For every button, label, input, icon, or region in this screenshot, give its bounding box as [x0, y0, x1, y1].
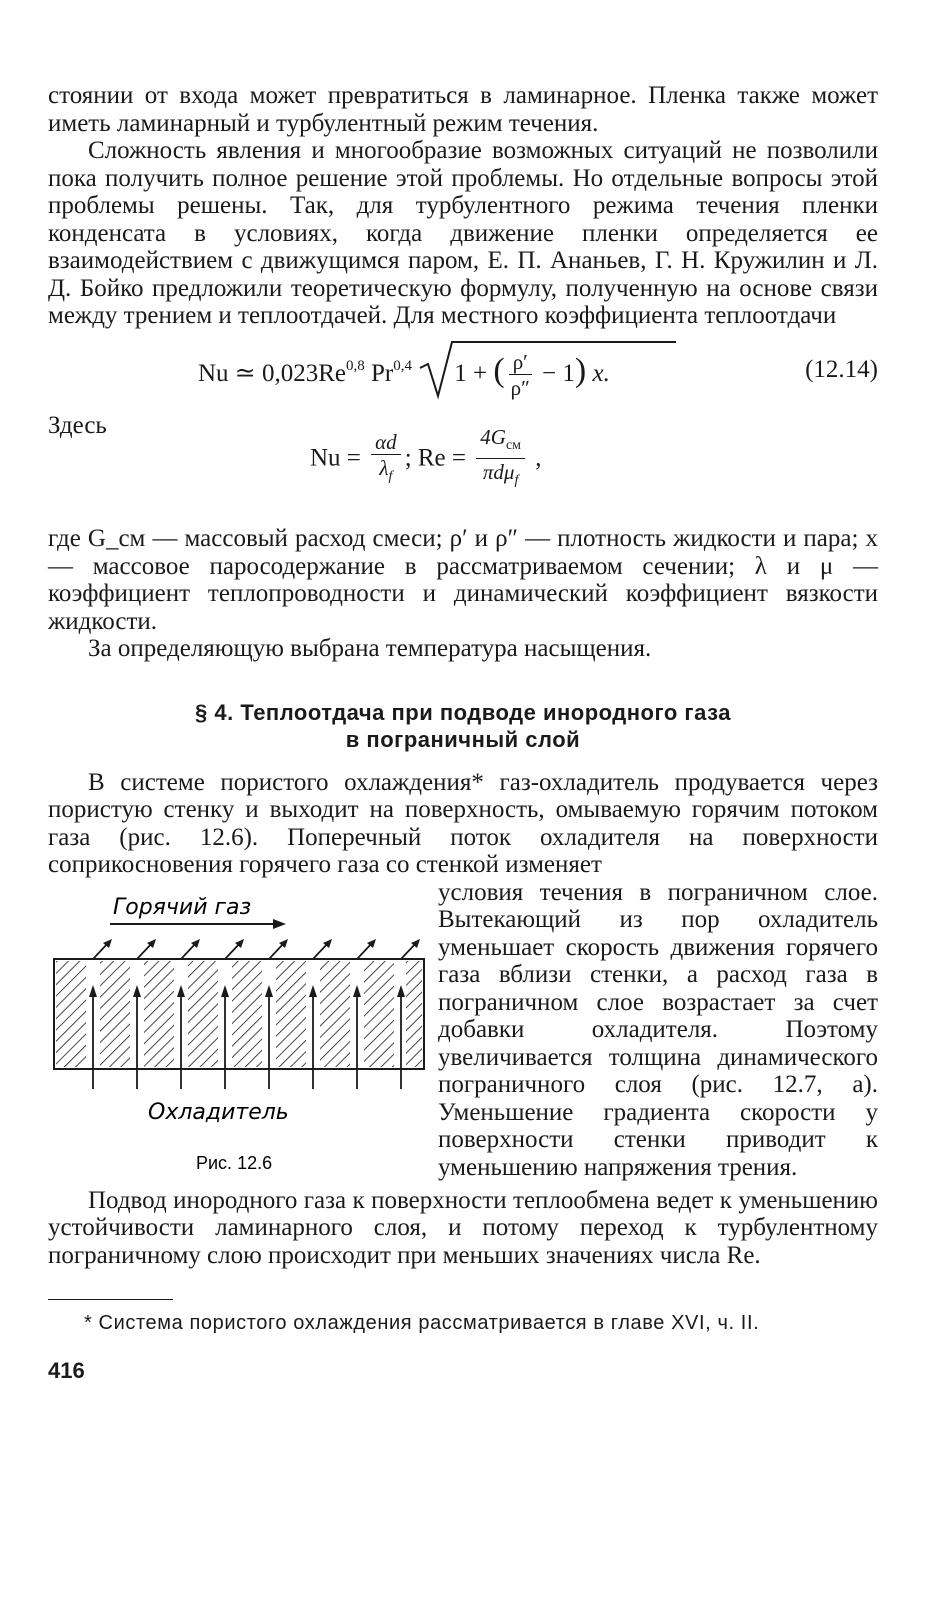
re-num-main: 4G [480, 425, 506, 449]
fraction-nu-den [371, 455, 401, 490]
re-num-subscript: см [505, 438, 522, 454]
nu-label: Nu = [310, 444, 368, 472]
re-label: ; Re = [404, 444, 473, 472]
formula-one: 1 + [454, 359, 494, 387]
section-title [48, 699, 878, 753]
page-content [48, 82, 878, 1384]
formula-exp-re: 0,8 [346, 357, 365, 374]
footnote: * Система пористого охлаждения рассматривается в главе XVI, ч. II. [84, 1312, 760, 1334]
porous-wall-diagram [48, 879, 433, 1179]
formula-minus-one: − 1 [535, 359, 575, 387]
wall-segments [56, 961, 422, 1067]
figure-caption: Рис. 12.6 [196, 1152, 273, 1173]
fraction-rho-den: ρ″ [510, 375, 530, 400]
sqrt-sign-icon [418, 338, 678, 400]
lambda-subscript: f [388, 468, 393, 484]
paragraph-3: где G_см — массовый расход смеси; ρ′ и ρ″ — плотность жидкости и пара; x — массовое паросодержание в рассматриваемом сечении; λ и μ — коэффициент теплопроводности и динамический коэффициент вязкости жидкости. [48, 525, 878, 635]
formula-definitions-expression [310, 425, 542, 494]
paragraph-here: Здесь [48, 411, 107, 439]
fraction-nu [371, 430, 401, 490]
formula-comma: , [529, 444, 542, 472]
formula-lhs: Nu ≃ 0,023Re [198, 359, 347, 387]
fraction-rho-num: ρ′ [509, 350, 532, 375]
footnote-divider [48, 1299, 173, 1300]
figure-12-6 [48, 879, 433, 1179]
re-den-main: πdμ [482, 460, 515, 485]
section-title-line-1: § 4. Теплоотдача при подводе инородного газа [195, 699, 731, 725]
formula-number: (12.14) [805, 355, 878, 383]
paragraph-6: Подвод инородного газа к поверхности теплообмена ведет к уменьшению устойчивости ламинарного слоя, и потому переход к турбулентному пограничному слою происходит при меньших значениях числа Re. [48, 1186, 878, 1269]
paragraph-5-wrap: условия течения в пограничном слое. Вытекающий из пор охладитель уменьшает скорость движения горячего газа вблизи стенки, а расход газа в пограничном слое возрастает за счет добавки охладителя. Поэтому увеличивается толщина динамического пограничного слоя (рис. 12.7, а). Уменьшение градиента скорости у поверхности стенки приводит к уменьшению напряжения трения. [438, 878, 878, 1181]
formula-exp-pr: 0,4 [393, 357, 413, 374]
lambda-symbol: λ [379, 455, 389, 480]
paragraph-1: стоянии от входа может превратиться в ламинарное. Пленка также может иметь ламинарный и турбулентный режим течения. [48, 82, 878, 137]
fraction-re [476, 425, 525, 494]
sqrt-expression: 1 + ( $\frac{\rho'}{\rho''}$ − 1) x. [418, 350, 610, 401]
figure-block [48, 879, 878, 1187]
fraction-re-num [476, 425, 525, 459]
formula-x: x. [586, 359, 610, 387]
coolant-label: Охладитель [148, 1099, 289, 1125]
paragraph-5: В системе пористого охлаждения* газ-охладитель продувается через пористую стенку и выходит на поверхность, омываемую горячим потоком газа (рис. 12.6). Поперечный поток охладителя на поверхности соприкосновения горячего газа со стенкой изменяет [48, 768, 878, 878]
fraction-nu-num: αd [371, 430, 401, 455]
paragraph-4: За определяющую выбрана температура насыщения. [88, 635, 652, 662]
formula-pr: Pr [364, 359, 394, 387]
fraction-re-den [476, 459, 525, 494]
paragraph-2: Сложность явления и многообразие возможных ситуаций не позволили пока получить полное решение этой проблемы. Но отдельные вопросы этой проблемы решены. Так, для турбулентного режима течения пленки конденсата в условиях, когда движение пленки определяется ее взаимодействием с движущимся паром, Е. П. Ананьев, Г. Н. Кружилин и Л. Д. Бойко предложили теоретическую формулу, полученную на основе связи между трением и теплоотдачей. Для местного коэффициента теплоотдачи [48, 137, 878, 329]
hot-gas-label: Горячий газ [113, 894, 252, 920]
formula-12-14 [48, 330, 878, 410]
page-number: 416 [48, 1357, 85, 1383]
section-title-line-2: в пограничный слой [345, 726, 581, 752]
formula-12-14-expression [198, 350, 610, 401]
re-den-subscript: f [514, 473, 519, 489]
